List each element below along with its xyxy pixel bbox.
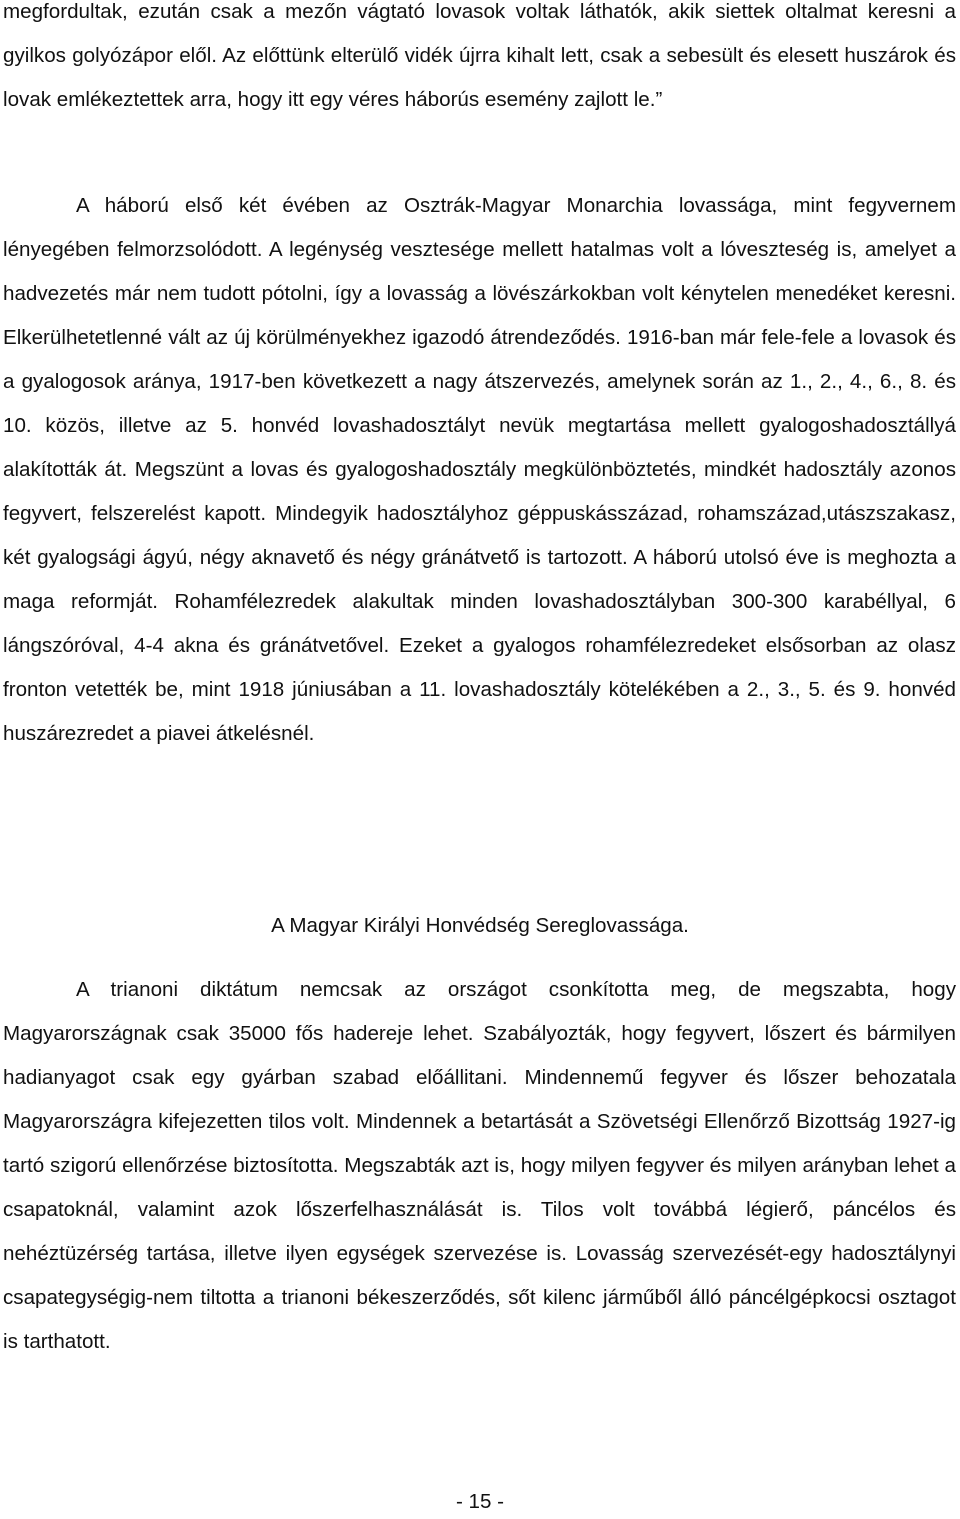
section-heading: A Magyar Királyi Honvédség Sereglovassága.	[271, 914, 689, 937]
paragraph-continuation: megfordultak, ezután csak a mezőn vágtató lovasok voltak láthatók, akik siettek oltalmat keresni a gyilkos golyózápor elől. Az előttünk elterülő vidék újrra kihalt lett, csak a sebesült és elesett huszárok és lovak emlékeztettek arra, hogy itt egy véres háborús esemény zajlott le.”	[3, 0, 956, 111]
page-number: - 15 -	[455, 1490, 505, 1513]
paragraph-trianon: A trianoni diktátum nemcsak az országot csonkította meg, de megszabta, hogy Magyarországnak csak 35000 fős hadereje lehet. Szabályozták, hogy fegyvert, lőszert és bármilyen hadianyagot csak egy gyárban szabad előállitani. Mindennemű fegyver és lőszer behozatala Magyarországra kifejezetten tilos volt. Mindennek a betartását a Szövetségi Ellenőrző Bizottság 1927-ig tartó szigorú ellenőrzése biztosította. Megszabták azt is, hogy milyen fegyver és milyen arányban lehet a csapatoknál, valamint azok lőszerfelhasználását is. Tilos volt továbbá légierő, páncélos és nehéztüzérség tartása, illetve ilyen egységek szervezése is. Lovasság szervezését-egy hadosztálynyi csapategységig-nem tiltotta a trianoni békeszerződés, sőt kilenc járműből álló páncélgépkocsi osztagot is tarthatott.	[3, 978, 956, 1353]
paragraph-cavalry-war: A háború első két évében az Osztrák-Magyar Monarchia lovassága, mint fegyvernem lényegében felmorzsolódott. A legénység vesztesége mellett hatalmas volt a lóveszteség is, amelyet a hadvezetés már nem tudott pótolni, így a lovasság a lövészárkokban volt kénytelen menedéket keresni. Elkerülhetetlenné vált az új körülményekhez igazodó átrendeződés. 1916-ban már fele-fele a lovasok és a gyalogosok aránya, 1917-ben következett a nagy átszervezés, amelynek során az 1., 2., 4., 6., 8. és 10. közös, illetve az 5. honvéd lovashadosztályt nevük megtartása mellett gyalogoshadosztállyá alakították át. Megszünt a lovas és gyalogoshadosztály megkülönböztetés, mindkét hadosztály azonos fegyvert, felszerelést kapott. Mindegyik hadosztályhoz géppuskásszázad, rohamszázad,utászszakasz, két gyalogsági ágyú, négy aknavető és négy gránátvető is tartozott. A háború utolsó éve is meghozta a maga reformját. Rohamfélezredek alakultak minden lovashadosztályban 300-300 karabéllyal, 6 lángszóróval, 4-4 akna és gránátvetővel. Ezeket a gyalogos rohamfélezredeket elsősorban az olasz fronton vetették be, mint 1918 júniusában a 11. lovashadosztály kötelékében a 2., 3., 5. és 9. honvéd huszárezredet a piavei átkelésnél.	[3, 194, 956, 745]
